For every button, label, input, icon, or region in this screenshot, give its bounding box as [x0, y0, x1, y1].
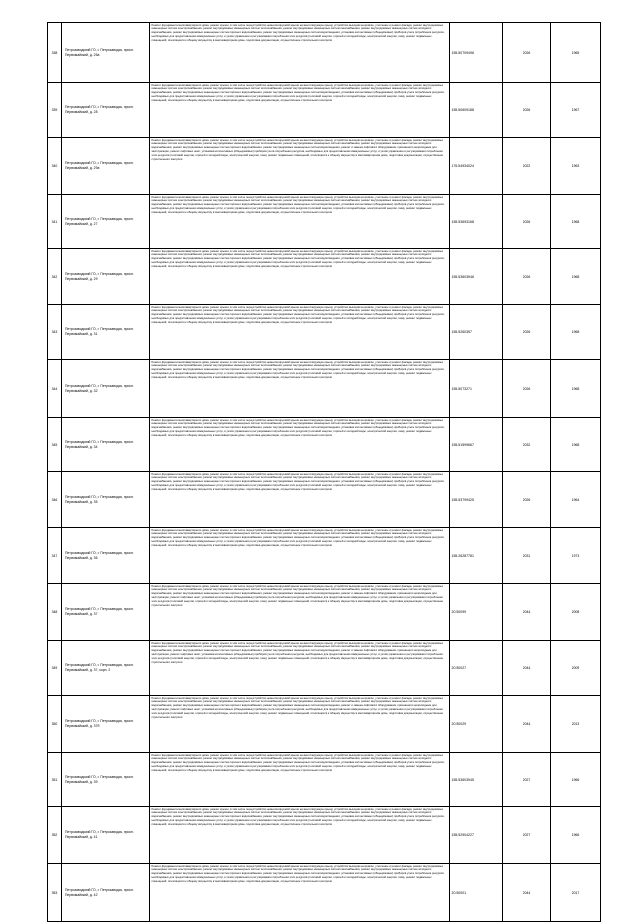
address-cell: Петрозаводский ГО, г. Петрозаводск, просп. Первомайский, д. 28: [62, 83, 150, 138]
address-cell: Петрозаводский ГО, г. Петрозаводск, просп. Первомайский, д. 41: [62, 807, 150, 864]
build-year-cell: 1965: [551, 23, 601, 83]
cost-cell: 155.52904227: [450, 807, 503, 864]
works-cell: Ремонт фундамента многоквартирного дома, ремонт крыши, в том числе переустройство невентилируемой крыши на вентилируемую крышу, устройство выходов на кровлю, утепление и ремонт фасада, ремонт внутридомовых инженерных систем электроснабжения, ремонт внутридомовых инженерных систем теплоснабжения, ремонт внутридомовых инженерных систем газоснабжения, ремонт внутридомовых инженерных систем холодного водоснабжения, ремонт внутридомовых инженерных систем горячего водоснабжения, ремонт внутридомовых инженерных систем водоотведения, установка коллективных (общедомовых) приборов учета потребления ресурсов, необходимых для предоставления коммунальных услуг, и узлов управления и регулирования потребления этих ресурсов (тепловой энергии, горячей и холодной воды, электрической энергии, газа), ремонт подвальных помещений, относящихся к общему имуществу в многоквартирном доме, подготовка документации, осуществление строительного контроля: [150, 83, 450, 138]
row-number: 340: [48, 138, 62, 195]
planned-year-cell: 2027: [503, 807, 551, 864]
table-row: [48, 83, 601, 138]
row-number: 349: [48, 641, 62, 696]
planned-year-cell: 2026: [503, 305, 551, 360]
planned-year-cell: 2026: [503, 83, 551, 138]
build-year-cell: 1966: [551, 807, 601, 864]
build-year-cell: 1968: [551, 195, 601, 249]
table-row: [48, 696, 601, 753]
works-cell: Ремонт фундамента многоквартирного дома, ремонт крыши, в том числе переустройство невентилируемой крыши на вентилируемую крышу, устройство выходов на кровлю, утепление и ремонт фасада, ремонт внутридомовых инженерных систем электроснабжения, ремонт внутридомовых инженерных систем теплоснабжения, ремонт внутридомовых инженерных систем газоснабжения, ремонт внутридомовых инженерных систем холодного водоснабжения, ремонт внутридомовых инженерных систем горячего водоснабжения, ремонт внутридомовых инженерных систем водоотведения, установка коллективных (общедомовых) приборов учета потребления ресурсов, необходимых для предоставления коммунальных услуг, и узлов управления и регулирования потребления этих ресурсов (тепловой энергии, горячей и холодной воды, электрической энергии, газа), ремонт подвальных помещений, относящихся к общему имуществу в многоквартирном доме, подготовка документации, осуществление строительного контроля: [150, 195, 450, 249]
planned-year-cell: 2031: [503, 528, 551, 584]
address-cell: Петрозаводский ГО, г. Петрозаводск, просп. Первомайский, д. 35: [62, 472, 150, 528]
cost-cell: 155.5073271: [450, 360, 503, 418]
build-year-cell: 1968: [551, 305, 601, 360]
table-row: [48, 864, 601, 922]
row-number: 348: [48, 584, 62, 641]
address-cell: Петрозаводский ГО, г. Петрозаводск, просп. Первомайский, д. 42: [62, 864, 150, 922]
planned-year-cell: 2022: [503, 138, 551, 195]
address-cell: Петрозаводский ГО, г. Петрозаводск, просп. Первомайский, д. 27: [62, 195, 150, 249]
build-year-cell: 1967: [551, 83, 601, 138]
row-number: 351: [48, 753, 62, 807]
capital-repair-table: [47, 22, 601, 922]
build-year-cell: 1966: [551, 753, 601, 807]
address-cell: Петрозаводский ГО, г. Петрозаводск, просп. Первомайский, д. 29: [62, 249, 150, 305]
build-year-cell: 2009: [551, 641, 601, 696]
works-cell: Ремонт фундамента многоквартирного дома, ремонт крыши, в том числе переустройство невентилируемой крыши на вентилируемую крышу, устройство выходов на кровлю, утепление и ремонт фасада, ремонт внутридомовых инженерных систем электроснабжения, ремонт внутридомовых инженерных систем теплоснабжения, ремонт внутридомовых инженерных систем газоснабжения, ремонт внутридомовых инженерных систем холодного водоснабжения, ремонт внутридомовых инженерных систем горячего водоснабжения, ремонт внутридомовых инженерных систем водоотведения, установка коллективных (общедомовых) приборов учета потребления ресурсов, необходимых для предоставления коммунальных услуг, и узлов управления и регулирования потребления этих ресурсов (тепловой энергии, горячей и холодной воды, электрической энергии, газа), ремонт подвальных помещений, относящихся к общему имуществу в многоквартирном доме, подготовка документации, осуществление строительного контроля: [150, 249, 450, 305]
cost-cell: 20.50027: [450, 641, 503, 696]
cost-cell: 20.50099: [450, 584, 503, 641]
planned-year-cell: 2026: [503, 249, 551, 305]
works-cell: Ремонт фундамента многоквартирного дома, ремонт крыши, в том числе переустройство невентилируемой крыши на вентилируемую крышу, устройство выходов на кровлю, утепление и ремонт фасада, ремонт внутридомовых инженерных систем электроснабжения, ремонт внутридомовых инженерных систем теплоснабжения, ремонт внутридомовых инженерных систем газоснабжения, ремонт внутридомовых инженерных систем холодного водоснабжения, ремонт внутридомовых инженерных систем горячего водоснабжения, ремонт внутридомовых инженерных систем водоотведения, установка коллективных (общедомовых) приборов учета потребления ресурсов, необходимых для предоставления коммунальных услуг, и узлов управления и регулирования потребления этих ресурсов (тепловой энергии, горячей и холодной воды, электрической энергии, газа), ремонт подвальных помещений, относящихся к общему имуществу в многоквартирном доме, подготовка документации, осуществление строительного контроля: [150, 23, 450, 83]
works-cell: Ремонт фундамента многоквартирного дома, ремонт крыши, в том числе переустройство невентилируемой крыши на вентилируемую крышу, устройство выходов на кровлю, утепление и ремонт фасада, ремонт внутридомовых инженерных систем электроснабжения, ремонт внутридомовых инженерных систем теплоснабжения, ремонт внутридомовых инженерных систем газоснабжения, ремонт внутридомовых инженерных систем холодного водоснабжения, ремонт внутридомовых инженерных систем горячего водоснабжения, ремонт внутридомовых инженерных систем водоотведения, установка коллективных (общедомовых) приборов учета потребления ресурсов, необходимых для предоставления коммунальных услуг, и узлов управления и регулирования потребления этих ресурсов (тепловой энергии, горячей и холодной воды, электрической энергии, газа), ремонт подвальных помещений, относящихся к общему имуществу в многоквартирном доме, подготовка документации, осуществление строительного контроля: [150, 753, 450, 807]
table-row: [48, 249, 601, 305]
address-cell: Петрозаводский ГО, г. Петрозаводск, просп. Первомайский, д. 31: [62, 305, 150, 360]
table-row: [48, 195, 601, 249]
table-row: [48, 418, 601, 472]
works-cell: Ремонт фундамента многоквартирного дома, ремонт крыши, в том числе переустройство невентилируемой крыши на вентилируемую крышу, устройство выходов на кровлю, утепление и ремонт фасада, ремонт внутридомовых инженерных систем электроснабжения, ремонт внутридомовых инженерных систем теплоснабжения, ремонт внутридомовых инженерных систем газоснабжения, ремонт внутридомовых инженерных систем холодного водоснабжения, ремонт внутридомовых инженерных систем горячего водоснабжения, ремонт внутридомовых инженерных систем водоотведения, установка коллективных (общедомовых) приборов учета потребления ресурсов, необходимых для предоставления коммунальных услуг, и узлов управления и регулирования потребления этих ресурсов (тепловой энергии, горячей и холодной воды, электрической энергии, газа), ремонт подвальных помещений, относящихся к общему имуществу в многоквартирном доме, подготовка документации, осуществление строительного контроля: [150, 305, 450, 360]
row-number: 342: [48, 249, 62, 305]
planned-year-cell: 2044: [503, 864, 551, 922]
cost-cell: 155.5260357: [450, 305, 503, 360]
planned-year-cell: 2044: [503, 696, 551, 753]
row-number: 352: [48, 807, 62, 864]
cost-cell: 155.53603946: [450, 249, 503, 305]
cost-cell: 155.50709496: [450, 23, 503, 83]
cost-cell: 20.50029: [450, 696, 503, 753]
row-number: 345: [48, 418, 62, 472]
planned-year-cell: 2026: [503, 195, 551, 249]
row-number: 346: [48, 472, 62, 528]
cost-cell: 155.53693168: [450, 195, 503, 249]
cost-cell: 155.53603945: [450, 753, 503, 807]
table-row: [48, 138, 601, 195]
planned-year-cell: 2044: [503, 584, 551, 641]
cost-cell: 155.26287781: [450, 528, 503, 584]
build-year-cell: 1973: [551, 528, 601, 584]
planned-year-cell: 2026: [503, 472, 551, 528]
works-cell: Ремонт фундамента многоквартирного дома, ремонт крыши, в том числе переустройство невентилируемой крыши на вентилируемую крышу, устройство выходов на кровлю, утепление и ремонт фасада, ремонт внутридомовых инженерных систем электроснабжения, ремонт внутридомовых инженерных систем теплоснабжения, ремонт внутридомовых инженерных систем газоснабжения, ремонт внутридомовых инженерных систем холодного водоснабжения, ремонт внутридомовых инженерных систем горячего водоснабжения, ремонт внутридомовых инженерных систем водоотведения, установка коллективных (общедомовых) приборов учета потребления ресурсов, необходимых для предоставления коммунальных услуг, и узлов управления и регулирования потребления этих ресурсов (тепловой энергии, горячей и холодной воды, электрической энергии, газа), ремонт подвальных помещений, относящихся к общему имуществу в многоквартирном доме, подготовка документации, осуществление строительного контроля: [150, 418, 450, 472]
works-cell: Ремонт фундамента многоквартирного дома, ремонт крыши, в том числе переустройство невентилируемой крыши на вентилируемую крышу, устройство выходов на кровлю, утепление и ремонт фасада, ремонт внутридомовых инженерных систем электроснабжения, ремонт внутридомовых инженерных систем теплоснабжения, ремонт внутридомовых инженерных систем газоснабжения, ремонт внутридомовых инженерных систем холодного водоснабжения, ремонт внутридомовых инженерных систем горячего водоснабжения, ремонт внутридомовых инженерных систем водоотведения, установка коллективных (общедомовых) приборов учета потребления ресурсов, необходимых для предоставления коммунальных услуг, и узлов управления и регулирования потребления этих ресурсов (тепловой энергии, горячей и холодной воды, электрической энергии, газа), ремонт подвальных помещений, относящихся к общему имуществу в многоквартирном доме, подготовка документации, осуществление строительного контроля: [150, 472, 450, 528]
row-number: 338: [48, 23, 62, 83]
works-cell: Ремонт фундамента многоквартирного дома, ремонт крыши, в том числе переустройство невентилируемой крыши на вентилируемую крышу, устройство выходов на кровлю, утепление и ремонт фасада, ремонт внутридомовых инженерных систем электроснабжения, ремонт внутридомовых инженерных систем теплоснабжения, ремонт внутридомовых инженерных систем газоснабжения, ремонт внутридомовых инженерных систем холодного водоснабжения, ремонт внутридомовых инженерных систем горячего водоснабжения, ремонт внутридомовых инженерных систем водоотведения, ремонт и замена лифтового оборудования, признанного непригодным для эксплуатации, ремонт лифтовых шахт, установка коллективных (общедомовых) приборов учета потребления ресурсов, необходимых для предоставления коммунальных услуг, и узлов управления и регулирования потребления этих ресурсов (тепловой энергии, горячей и холодной воды, электрической энергии, газа), ремонт подвальных помещений, относящихся к общему имуществу в многоквартирном доме, подготовка документации, осуществление строительного контроля: [150, 138, 450, 195]
planned-year-cell: 2044: [503, 641, 551, 696]
table-row: [48, 584, 601, 641]
build-year-cell: 1963: [551, 138, 601, 195]
table-row: [48, 807, 601, 864]
planned-year-cell: 2032: [503, 418, 551, 472]
build-year-cell: 1968: [551, 249, 601, 305]
build-year-cell: 1968: [551, 360, 601, 418]
row-number: 353: [48, 864, 62, 922]
table-row: [48, 472, 601, 528]
row-number: 347: [48, 528, 62, 584]
works-cell: Ремонт фундамента многоквартирного дома, ремонт крыши, в том числе переустройство невентилируемой крыши на вентилируемую крышу, устройство выходов на кровлю, утепление и ремонт фасада, ремонт внутридомовых инженерных систем электроснабжения, ремонт внутридомовых инженерных систем теплоснабжения, ремонт внутридомовых инженерных систем газоснабжения, ремонт внутридомовых инженерных систем холодного водоснабжения, ремонт внутридомовых инженерных систем горячего водоснабжения, ремонт внутридомовых инженерных систем водоотведения, установка коллективных (общедомовых) приборов учета потребления ресурсов, необходимых для предоставления коммунальных услуг, и узлов управления и регулирования потребления этих ресурсов (тепловой энергии, горячей и холодной воды, электрической энергии, газа), ремонт подвальных помещений, относящихся к общему имуществу в многоквартирном доме, подготовка документации, осуществление строительного контроля: [150, 807, 450, 864]
build-year-cell: 2013: [551, 696, 601, 753]
cost-cell: 176.54934024: [450, 138, 503, 195]
document-page: [47, 22, 600, 922]
works-cell: Ремонт фундамента многоквартирного дома, ремонт крыши, в том числе переустройство невентилируемой крыши на вентилируемую крышу, устройство выходов на кровлю, утепление и ремонт фасада, ремонт внутридомовых инженерных систем электроснабжения, ремонт внутридомовых инженерных систем теплоснабжения, ремонт внутридомовых инженерных систем газоснабжения, ремонт внутридомовых инженерных систем холодного водоснабжения, ремонт внутридомовых инженерных систем горячего водоснабжения, ремонт внутридомовых инженерных систем водоотведения, ремонт и замена лифтового оборудования, признанного непригодным для эксплуатации, ремонт лифтовых шахт, установка коллективных (общедомовых) приборов учета потребления ресурсов, необходимых для предоставления коммунальных услуг, и узлов управления и регулирования потребления этих ресурсов (тепловой энергии, горячей и холодной воды, электрической энергии, газа), ремонт подвальных помещений, относящихся к общему имуществу в многоквартирном доме, подготовка документации, осуществление строительного контроля: [150, 641, 450, 696]
table-body: [48, 23, 601, 922]
works-cell: Ремонт фундамента многоквартирного дома, ремонт крыши, в том числе переустройство невентилируемой крыши на вентилируемую крышу, устройство выходов на кровлю, утепление и ремонт фасада, ремонт внутридомовых инженерных систем электроснабжения, ремонт внутридомовых инженерных систем теплоснабжения, ремонт внутридомовых инженерных систем газоснабжения, ремонт внутридомовых инженерных систем холодного водоснабжения, ремонт внутридомовых инженерных систем горячего водоснабжения, ремонт внутридомовых инженерных систем водоотведения, установка коллективных (общедомовых) приборов учета потребления ресурсов, необходимых для предоставления коммунальных услуг, и узлов управления и регулирования потребления этих ресурсов (тепловой энергии, горячей и холодной воды, электрической энергии, газа), ремонт подвальных помещений, относящихся к общему имуществу в многоквартирном доме, подготовка документации, осуществление строительного контроля: [150, 360, 450, 418]
address-cell: Петрозаводский ГО, г. Петрозаводск, просп. Первомайский, д. 39: [62, 753, 150, 807]
works-cell: Ремонт фундамента многоквартирного дома, ремонт крыши, в том числе переустройство невентилируемой крыши на вентилируемую крышу, устройство выходов на кровлю, утепление и ремонт фасада, ремонт внутридомовых инженерных систем электроснабжения, ремонт внутридомовых инженерных систем теплоснабжения, ремонт внутридомовых инженерных систем газоснабжения, ремонт внутридомовых инженерных систем холодного водоснабжения, ремонт внутридомовых инженерных систем горячего водоснабжения, ремонт внутридомовых инженерных систем водоотведения, ремонт и замена лифтового оборудования, признанного непригодным для эксплуатации, ремонт лифтовых шахт, установка коллективных (общедомовых) приборов учета потребления ресурсов, необходимых для предоставления коммунальных услуг, и узлов управления и регулирования потребления этих ресурсов (тепловой энергии, горячей и холодной воды, электрической энергии, газа), ремонт подвальных помещений, относящихся к общему имуществу в многоквартирном доме, подготовка документации, осуществление строительного контроля: [150, 584, 450, 641]
works-cell: Ремонт фундамента многоквартирного дома, ремонт крыши, в том числе переустройство невентилируемой крыши на вентилируемую крышу, устройство выходов на кровлю, утепление и ремонт фасада, ремонт внутридомовых инженерных систем электроснабжения, ремонт внутридомовых инженерных систем теплоснабжения, ремонт внутридомовых инженерных систем газоснабжения, ремонт внутридомовых инженерных систем холодного водоснабжения, ремонт внутридомовых инженерных систем горячего водоснабжения, ремонт внутридомовых инженерных систем водоотведения, установка коллективных (общедомовых) приборов учета потребления ресурсов, необходимых для предоставления коммунальных услуг, и узлов управления и регулирования потребления этих ресурсов (тепловой энергии, горячей и холодной воды, электрической энергии, газа), ремонт подвальных помещений, относящихся к общему имуществу в многоквартирном доме, подготовка документации, осуществление строительного контроля: [150, 528, 450, 584]
row-number: 343: [48, 305, 62, 360]
cost-cell: 20.50001: [450, 864, 503, 922]
address-cell: Петрозаводский ГО, г. Петрозаводск, просп. Первомайский, д. 36: [62, 528, 150, 584]
table-row: [48, 360, 601, 418]
build-year-cell: 2008: [551, 584, 601, 641]
address-cell: Петрозаводский ГО, г. Петрозаводск, просп. Первомайский, д. 37б: [62, 696, 150, 753]
build-year-cell: 1964: [551, 472, 601, 528]
build-year-cell: 2017: [551, 864, 601, 922]
table-row: [48, 305, 601, 360]
works-cell: Ремонт фундамента многоквартирного дома, ремонт крыши, в том числе переустройство невентилируемой крыши на вентилируемую крышу, устройство выходов на кровлю, утепление и ремонт фасада, ремонт внутридомовых инженерных систем электроснабжения, ремонт внутридомовых инженерных систем теплоснабжения, ремонт внутридомовых инженерных систем газоснабжения, ремонт внутридомовых инженерных систем холодного водоснабжения, ремонт внутридомовых инженерных систем горячего водоснабжения, ремонт внутридомовых инженерных систем водоотведения, установка коллективных (общедомовых) приборов учета потребления ресурсов, необходимых для предоставления коммунальных услуг, и узлов управления и регулирования потребления этих ресурсов (тепловой энергии, горячей и холодной воды, электрической энергии, газа), ремонт подвальных помещений, относящихся к общему имуществу в многоквартирном доме, подготовка документации, осуществление строительного контроля: [150, 864, 450, 922]
planned-year-cell: 2027: [503, 753, 551, 807]
address-cell: Петрозаводский ГО, г. Петрозаводск, просп. Первомайский, д. 37, корп. 2: [62, 641, 150, 696]
planned-year-cell: 2026: [503, 23, 551, 83]
table-row: [48, 23, 601, 83]
cost-cell: 155.51599667: [450, 418, 503, 472]
address-cell: Петрозаводский ГО, г. Петрозаводск, просп. Первомайский, д. 29а: [62, 138, 150, 195]
address-cell: Петрозаводский ГО, г. Петрозаводск, просп. Первомайский, д. 34: [62, 418, 150, 472]
address-cell: Петрозаводский ГО, г. Петрозаводск, просп. Первомайский, д. 37: [62, 584, 150, 641]
address-cell: Петрозаводский ГО, г. Петрозаводск, просп. Первомайский, д. 32: [62, 360, 150, 418]
address-cell: Петрозаводский ГО, г. Петрозаводск, просп. Первомайский, д. 25а: [62, 23, 150, 83]
cost-cell: 155.50609188: [450, 83, 503, 138]
works-cell: Ремонт фундамента многоквартирного дома, ремонт крыши, в том числе переустройство невентилируемой крыши на вентилируемую крышу, устройство выходов на кровлю, утепление и ремонт фасада, ремонт внутридомовых инженерных систем электроснабжения, ремонт внутридомовых инженерных систем теплоснабжения, ремонт внутридомовых инженерных систем газоснабжения, ремонт внутридомовых инженерных систем холодного водоснабжения, ремонт внутридомовых инженерных систем горячего водоснабжения, ремонт внутридомовых инженерных систем водоотведения, ремонт и замена лифтового оборудования, признанного непригодным для эксплуатации, ремонт лифтовых шахт, установка коллективных (общедомовых) приборов учета потребления ресурсов, необходимых для предоставления коммунальных услуг, и узлов управления и регулирования потребления этих ресурсов (тепловой энергии, горячей и холодной воды, электрической энергии, газа), ремонт подвальных помещений, относящихся к общему имуществу в многоквартирном доме, подготовка документации, осуществление строительного контроля: [150, 696, 450, 753]
row-number: 339: [48, 83, 62, 138]
row-number: 341: [48, 195, 62, 249]
table-row: [48, 528, 601, 584]
cost-cell: 155.53799425: [450, 472, 503, 528]
table-row: [48, 753, 601, 807]
planned-year-cell: 2026: [503, 360, 551, 418]
row-number: 350: [48, 696, 62, 753]
table-row: [48, 641, 601, 696]
row-number: 344: [48, 360, 62, 418]
build-year-cell: 1968: [551, 418, 601, 472]
